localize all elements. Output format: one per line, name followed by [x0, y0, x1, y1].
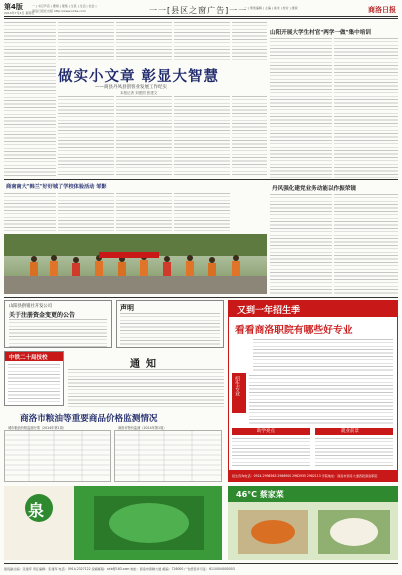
- spring-water-char: 泉: [28, 501, 45, 520]
- students-photo-graphic: [4, 234, 267, 294]
- photo-text-2: [58, 193, 114, 231]
- declaration-box: [116, 300, 224, 348]
- article-column-2a: [58, 22, 114, 62]
- header-meta-2: 商洛日报社出版 http://www.slrbs.com: [32, 9, 86, 13]
- photo-text-1: [4, 193, 56, 231]
- lead-text-3: [174, 96, 230, 176]
- ad-headline: 关于注册资金变更的公告: [9, 312, 76, 319]
- recruit-banner: 又到一年招生季: [237, 306, 301, 316]
- notice-ad-box: [4, 300, 112, 348]
- page-header: [4, 2, 398, 22]
- right-text-4: [334, 194, 398, 296]
- right-text-1: [270, 38, 332, 178]
- article-column-1: [4, 22, 56, 177]
- notice-text: [68, 369, 224, 407]
- header-rule: [4, 16, 398, 17]
- recruit-intro: [253, 339, 393, 371]
- photo-headline: 商南南大"韩兰"好好城了学校体验活动 邹影: [6, 184, 107, 190]
- lead-text-2: [116, 96, 172, 176]
- recruit-headline: 看看商洛职院有哪些好专业: [235, 325, 353, 336]
- right-headline: 山阳开展大学生村官"两学一做"集中培训: [270, 30, 371, 36]
- students-photo: [4, 234, 267, 294]
- page-number: 第4版: [4, 3, 23, 11]
- header-rule-thin: [4, 18, 398, 19]
- recruit-col2-title: 就业前景: [341, 429, 359, 434]
- article-column-5a: [232, 22, 267, 62]
- photo-text-3: [116, 193, 172, 231]
- article-column-3a: [116, 22, 172, 62]
- recruit-ad: [228, 300, 398, 482]
- right-text-3: [270, 194, 332, 296]
- ad-text: [9, 319, 107, 347]
- price-table: [4, 430, 222, 482]
- price-left-subtitle: 城市粮油价格监测行情（2014年第1周）: [8, 426, 66, 430]
- recruit-phone: 招生咨询电话：0914-2998363 2986900 2982935 2982113 学院地址：商洛市商丹大道西段商洛职院: [232, 474, 378, 478]
- restaurant-ad: [228, 486, 398, 560]
- lead-subhead: ——商县丹凤县创客业发展工作纪实: [95, 85, 167, 90]
- lead-text-4: [232, 96, 267, 176]
- declaration-title: 声明: [120, 304, 134, 312]
- school-ad: [4, 351, 64, 406]
- photo-text-4: [174, 193, 230, 231]
- school-ad-title: 中铁二十局技校: [9, 355, 48, 361]
- spring-water-ad: [4, 486, 222, 560]
- recruit-majors: [249, 375, 393, 425]
- lead-byline: 本报记者 刘建国 张建文: [120, 91, 158, 95]
- header-meta: 一 | 书记声音 | 要闻 | 观察 | 全民 | 生活 | 社会 |: [32, 4, 97, 8]
- recruit-col2-text: [315, 438, 393, 468]
- price-table-title: 商洛市粮油等重要商品价格监测情况: [20, 414, 158, 424]
- notice-title: 通知: [130, 359, 162, 370]
- lead-headline: 做实小文章 彰显大智慧: [58, 69, 220, 85]
- right-subheadline: 丹风强化建党业务动能以作振荣镜: [272, 186, 356, 192]
- footer-rule: [4, 563, 398, 564]
- ad-rule: [4, 297, 398, 298]
- mid-rule: [4, 179, 398, 180]
- article-column-4a: [174, 22, 230, 62]
- restaurant-slogan: 46°C 蔡家菜: [236, 490, 284, 499]
- footer-text: 值班副总编：张建军 责任编辑：张建军 电话：0914-2327122 投稿邮箱：slrb@163.com 地址：商洛市商鞅大道 邮编：726000 广告经营许可证：6110004000003: [4, 567, 235, 571]
- school-ad-text: [8, 364, 60, 404]
- price-right-subtitle: 商洛市物价监测（2014年第1周）: [118, 426, 167, 430]
- declaration-text: [120, 313, 220, 347]
- right-text-2: [334, 38, 398, 178]
- price-table-grid: [4, 430, 222, 482]
- lead-text-1: [58, 96, 114, 176]
- recruit-col1-text: [232, 438, 310, 468]
- header-meta-right: 一 | 策划编辑 | 主编 | 美术 | 校对 | 排版: [244, 6, 298, 10]
- ad-company: 山阳县供销社开发公司: [9, 304, 52, 309]
- section-title: 一一[县区之窗广告]一一: [149, 6, 248, 15]
- recruit-vertical-label: 招生专业: [234, 376, 240, 396]
- recruit-col1-title: 助学亮点: [257, 429, 275, 434]
- newspaper-brand: 商洛日报: [368, 5, 396, 14]
- issue-date: 2014年7月4日 星期五: [4, 11, 35, 15]
